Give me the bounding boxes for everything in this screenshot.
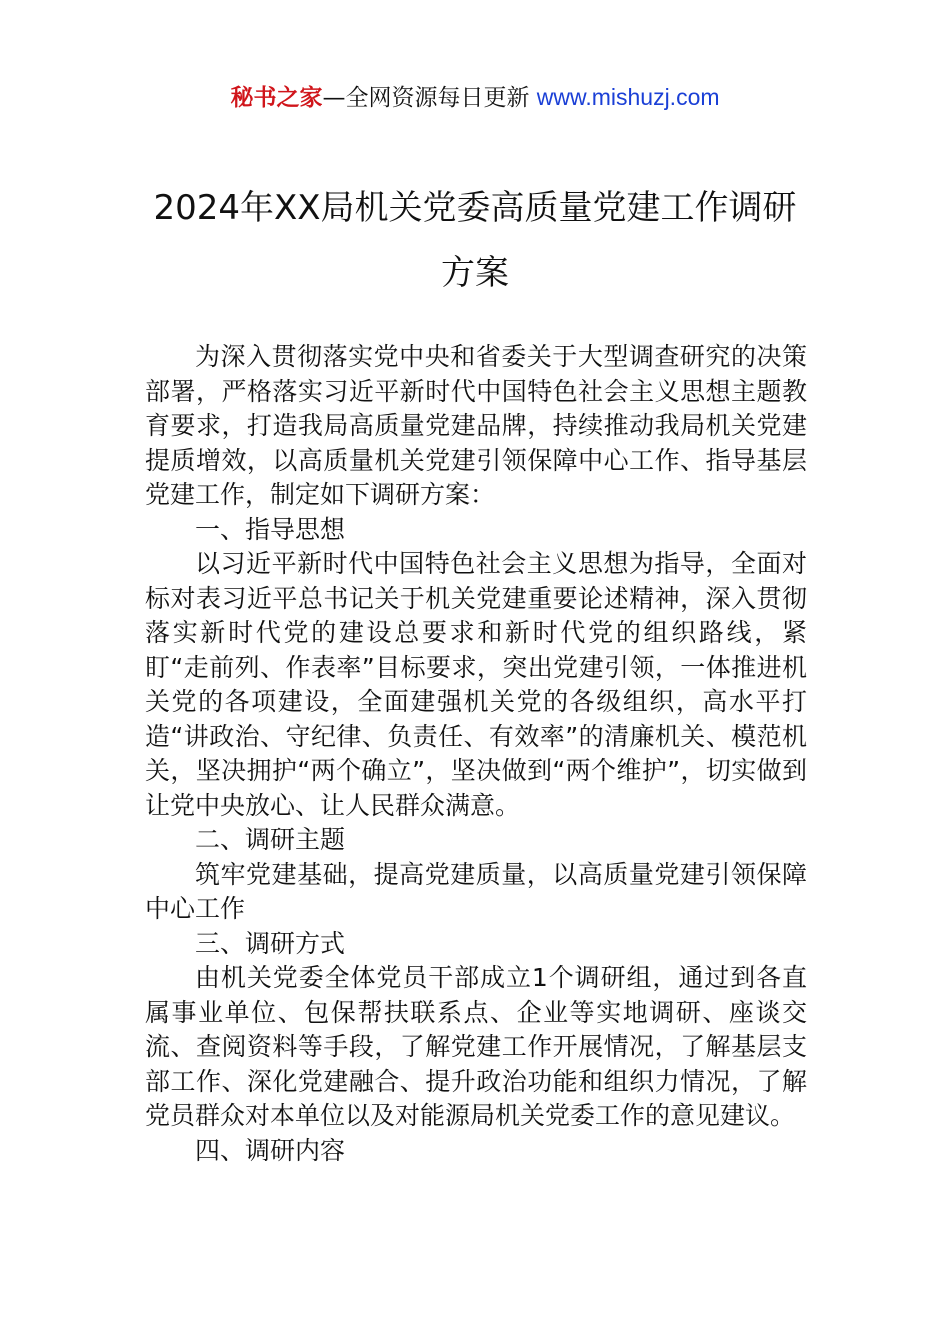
site-url[interactable]: www.mishuzj.com (536, 84, 720, 110)
document-body (145, 340, 807, 1168)
section-heading: 三、调研方式 (195, 928, 346, 958)
section-paragraph: 筑牢党建基础，提高党建质量，以高质量党建引领保障中心工作 (145, 859, 807, 923)
section-heading: 四、调研内容 (195, 1135, 346, 1165)
section-paragraph: 以习近平新时代中国特色社会主义思想为指导，全面对标对表习近平总书记关于机关党建重要论述精神，深入贯彻落实新时代党的建设总要求和新时代党的组织路线，紧盯“走前列、作表率”目标要求，突出党建引领，一体推进机关党的各项建设，全面建强机关党的各级组织，高水平打造“讲政治、守纪律、负责任、有效率”的清廉机关、模范机关，坚决拥护“两个确立”，坚决做到“两个维护”，切实做到让党中央放心、让人民群众满意。 (145, 549, 807, 820)
intro-paragraph: 为深入贯彻落实党中央和省委关于大型调查研究的决策部署，严格落实习近平新时代中国特色社会主义思想主题教育要求，打造我局高质量党建品牌，持续推动我局机关党建提质增效，以高质量机关党建引领保障中心工作、指导基层党建工作，制定如下调研方案： (145, 342, 807, 509)
section-heading: 二、调研主题 (195, 825, 346, 854)
site-brand: 秘书之家 (230, 85, 323, 111)
section-heading: 一、指导思想 (195, 514, 346, 544)
site-header (0, 80, 950, 115)
document-title: 2024年XX局机关党委高质量党建工作调研方案 (153, 188, 797, 293)
site-tagline: —全网资源每日更新 (322, 85, 530, 111)
section-paragraph: 由机关党委全体党员干部成立1个调研组，通过到各直属事业单位、包保帮扶联系点、企业等实地调研、座谈交流、查阅资料等手段，了解党建工作开展情况，了解基层支部工作、深化党建融合、提升政治功能和组织力情况，了解党员群众对本单位以及对能源局机关党委工作的意见建议。 (145, 963, 807, 1130)
